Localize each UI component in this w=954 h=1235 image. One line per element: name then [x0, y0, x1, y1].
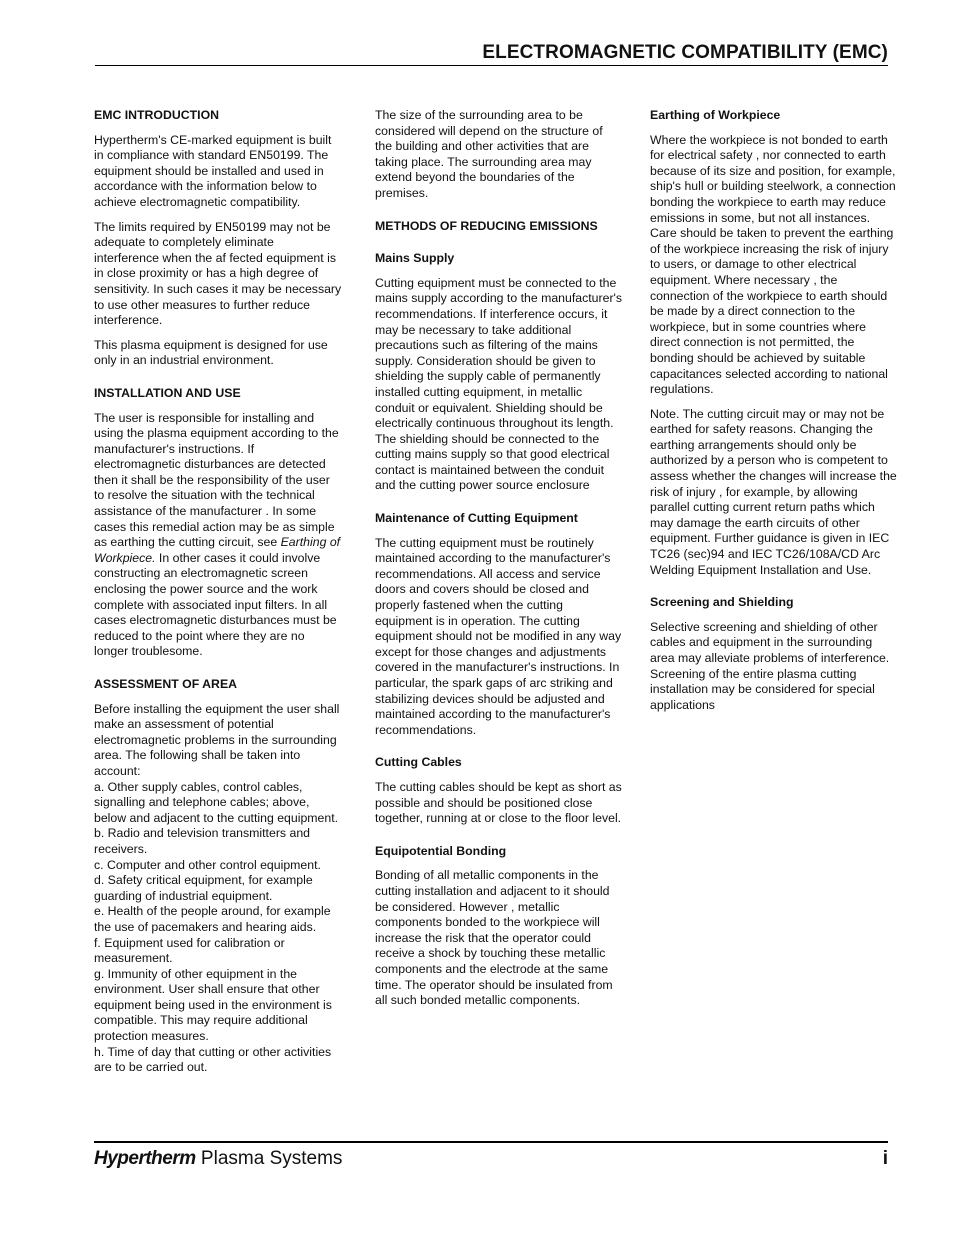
subheading-mains-supply: Mains Supply: [375, 251, 455, 266]
section-heading-emc-introduction: EMC INTRODUCTION: [94, 108, 220, 122]
list-item: e. Health of the people around, for example the use of pacemakers and hearing aids.: [94, 904, 331, 934]
list-item: f. Equipment used for calibration or measurement.: [94, 935, 285, 966]
paragraph: The cutting cables should be kept as short as possible and should be positioned close together, running at or close to the floor level.: [375, 779, 622, 826]
subheading-screening-and-shielding: Screening and Shielding: [650, 595, 794, 610]
section-heading-methods-of-reducing-emissions: METHODS OF REDUCING EMISSIONS: [375, 218, 598, 233]
list-item: g. Immunity of other equipment in the environment. User shall ensure that other equipment being used in the environment is compatible. This may require additional protection measures.: [94, 966, 332, 1044]
list-item: c. Computer and other control equipment.: [94, 857, 321, 872]
paragraph: [94, 411, 342, 661]
subheading-cutting-cables: Cutting Cables: [375, 755, 462, 770]
column-2: [375, 108, 623, 1018]
paragraph: Note. The cutting circuit may or may not be earthed for safety reasons. Changing the earthing arrangements should only be authorized by a person who is competent to assess whether the changes will increase the risk of injury , for example, by allowing parallel cutting current return paths which may damage the earth circuits of other equipment. Further guidance is given in IEC TC26 (sec)94 and IEC TC26/108A/CD Arc Welding Equipment Installation and Use.: [650, 406, 897, 577]
footer-divider: [94, 1141, 888, 1143]
cross-reference: Earthing of Workpiece.: [94, 535, 341, 565]
paragraph: Hypertherm's CE-marked equipment is built in compliance with standard EN50199. The equipment should be installed and used in accordance with the information below to achieve electromagnetic compatibility.: [94, 132, 332, 209]
paragraph: The limits required by EN50199 may not be adequate to completely eliminate interference when the af fected equipment is in close proximity or has a high degree of sensitivity. In such cases it may be necessary to use other measures to further reduce interference.: [94, 219, 342, 328]
header-divider: [95, 65, 888, 66]
column-3: [650, 108, 898, 722]
paragraph-text: The user is responsible for installing and using the plasma equipment according to the manufacturer's instructions. If electromagnetic disturbances are detected then it shall be the responsibility of the user to resolve the situation with the technical assistance of the manufacturer . In some cases this remedial action may be as simple as earthing the cutting circuit, see: [94, 410, 339, 550]
hypertherm-logo: Hypertherm: [94, 1148, 196, 1169]
paragraph: Where the workpiece is not bonded to earth for electrical safety , nor connected to earth because of its size and position, for example, ship's hull or building steelwork, a connection bonding the workpiece to earth may reduce emissions in some, but not all instances. Care should be taken to prevent the earthing of the workpiece increasing the risk of injury to users, or damage to other electrical equipment. Where necessary , the connection of the workpiece to earth should be made by a direct connection to the workpiece, but in some countries where direct connection is not permitted, the bonding should be achieved by suitable capacitances selected according to national regulations.: [650, 132, 896, 397]
list-item: b. Radio and television transmitters and receivers.: [94, 826, 310, 856]
paragraph: The size of the surrounding area to be considered will depend on the structure of the building and other activities that are taking place. The surrounding area may extend beyond the boundaries of the premises.: [375, 108, 603, 200]
column-1: [94, 108, 342, 1076]
paragraph: Selective screening and shielding of other cables and equipment in the surrounding area may alleviate problems of interference. Screening of the entire plasma cutting installation may be considered for special applications: [650, 619, 890, 712]
paragraph: Cutting equipment must be connected to the mains supply according to the manufacturer's recommendations. If interference occurs, it may be necessary to take additional precautions such as filtering of the mains supply. Consideration should be given to shielding the supply cable of permanently installed cutting equipment, in metallic conduit or equivalent. Shielding should be electrically continuous throughout its length. The shielding should be connected to the cutting mains supply so that good electrical contact is maintained between the conduit and the cutting power source enclosure: [375, 275, 623, 493]
section-heading-assessment-of-area: ASSESSMENT OF AREA: [94, 677, 238, 691]
paragraph: This plasma equipment is designed for use only in an industrial environment.: [94, 337, 328, 368]
paragraph: The cutting equipment must be routinely maintained according to the manufacturer's recommendations. All access and service doors and covers should be closed and properly fastened when the cutting equipment is in operation. The cutting equipment should not be modified in any way except for those changes and adjustments covered in the manufacturer's instructions. In particular, the spark gaps of arc striking and stabilizing devices should be adjusted and maintained according to the manufacturer's recommendations.: [375, 535, 622, 737]
section-heading-installation-and-use: INSTALLATION AND USE: [94, 385, 241, 400]
paragraph: Bonding of all metallic components in the cutting installation and adjacent to it should be considered. However , metallic components bonded to the workpiece will increase the risk that the operator could receive a shock by touching these metallic components and the electrode at the same time. The operator should be insulated from all such bonded metallic components.: [375, 868, 613, 1008]
page-header-title: ELECTROMAGNETIC COMPATIBILITY (EMC): [482, 42, 888, 63]
footer-brand-text: Plasma Systems: [195, 1148, 343, 1169]
subheading-maintenance: Maintenance of Cutting Equipment: [375, 511, 578, 526]
list-item: d. Safety critical equipment, for example guarding of industrial equipment.: [94, 873, 313, 903]
paragraph: Before installing the equipment the user shall make an assessment of potential electromagnetic problems in the surrounding area. The following shall be taken into account:: [94, 701, 340, 778]
footer-brand: [94, 1148, 342, 1170]
subheading-earthing-of-workpiece: Earthing of Workpiece: [650, 108, 781, 122]
list-item: a. Other supply cables, control cables, signalling and telephone cables; above, below and adjacent to the cutting equipment.: [94, 779, 339, 825]
paragraph-text: In other cases it could involve constructing an electromagnetic screen enclosing the power source and the work complete with associated input filters. In all cases electromagnetic disturbances must be reduced to the point where they are no longer troublesome.: [94, 550, 337, 659]
list-item: h. Time of day that cutting or other activities are to be carried out.: [94, 1044, 332, 1075]
subheading-equipotential-bonding: Equipotential Bonding: [375, 843, 507, 858]
page-number: i: [882, 1148, 888, 1169]
